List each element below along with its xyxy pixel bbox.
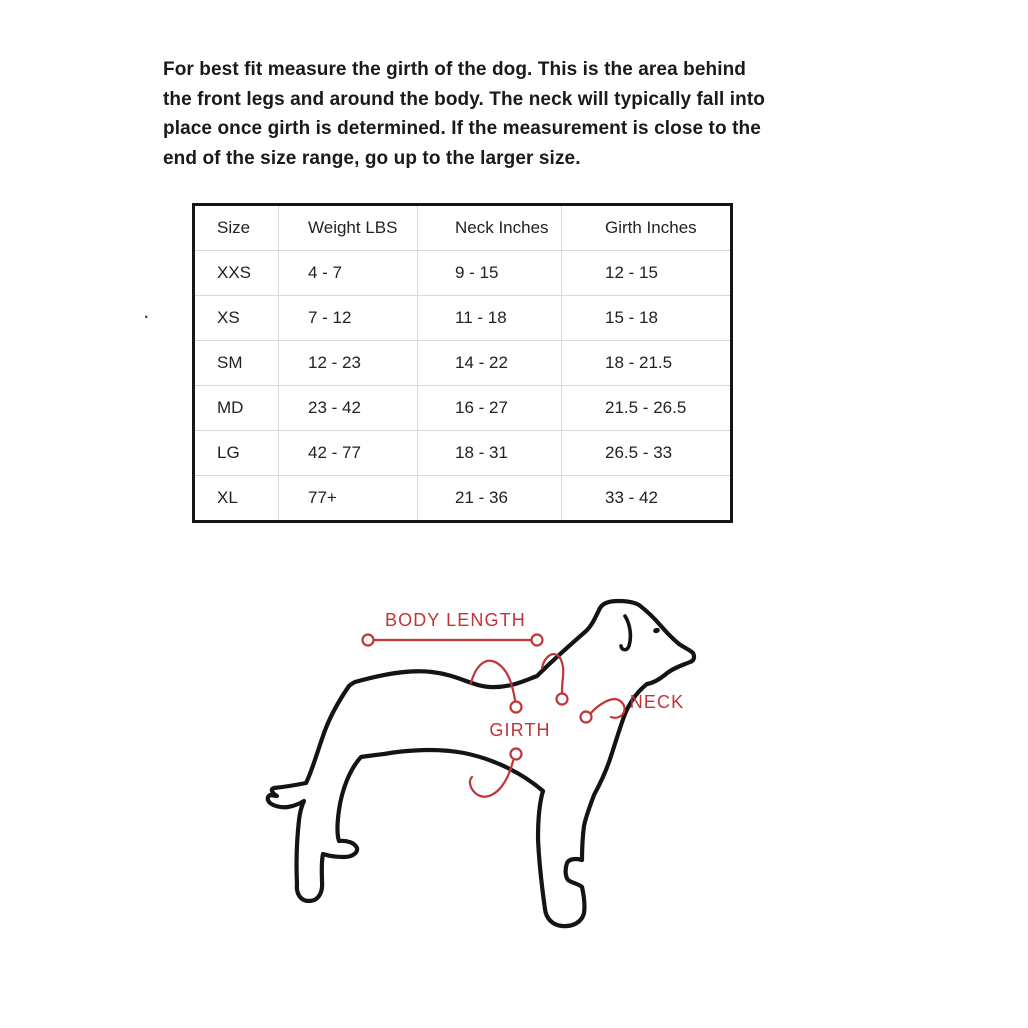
body-length-endpoint-right	[532, 635, 543, 646]
header-weight: Weight LBS	[279, 205, 418, 251]
cell-size: XS	[194, 296, 279, 341]
cell-neck: 9 - 15	[418, 251, 562, 296]
shoulder-pin	[557, 694, 568, 705]
cell-weight: 4 - 7	[279, 251, 418, 296]
header-neck: Neck Inches	[418, 205, 562, 251]
cell-girth: 18 - 21.5	[562, 341, 732, 386]
neck-pin	[581, 712, 592, 723]
body-length-label: BODY LENGTH	[385, 610, 526, 630]
table-row	[194, 431, 732, 476]
girth-label: GIRTH	[489, 720, 551, 740]
cell-weight: 77+	[279, 476, 418, 522]
size-chart-table	[192, 203, 733, 523]
fit-instructions	[163, 55, 823, 173]
cell-neck: 18 - 31	[418, 431, 562, 476]
fit-instructions-line: the front legs and around the body. The neck will typically fall into	[163, 88, 765, 110]
dog-outline	[268, 601, 694, 926]
girth-bottom-pin	[511, 749, 522, 760]
table-row	[194, 251, 732, 296]
table-row	[194, 341, 732, 386]
table-row	[194, 476, 732, 522]
girth-top-pin	[511, 702, 522, 713]
cell-girth: 15 - 18	[562, 296, 732, 341]
cell-girth: 12 - 15	[562, 251, 732, 296]
cell-girth: 33 - 42	[562, 476, 732, 522]
cell-size: SM	[194, 341, 279, 386]
table-row	[194, 386, 732, 431]
fit-instructions-line: end of the size range, go up to the larger size.	[163, 147, 581, 169]
cell-weight: 42 - 77	[279, 431, 418, 476]
table-header-row	[194, 205, 732, 251]
table-row	[194, 296, 732, 341]
header-size: Size	[194, 205, 279, 251]
stray-dot-mark: .	[144, 305, 149, 322]
dog-measurement-diagram	[250, 580, 720, 960]
cell-neck: 16 - 27	[418, 386, 562, 431]
cell-girth: 21.5 - 26.5	[562, 386, 732, 431]
cell-weight: 7 - 12	[279, 296, 418, 341]
cell-neck: 11 - 18	[418, 296, 562, 341]
cell-neck: 14 - 22	[418, 341, 562, 386]
body-length-endpoint-left	[363, 635, 374, 646]
cell-size: XXS	[194, 251, 279, 296]
fit-instructions-line: place once girth is determined. If the measurement is close to the	[163, 118, 761, 140]
header-girth: Girth Inches	[562, 205, 732, 251]
cell-weight: 12 - 23	[279, 341, 418, 386]
size-chart	[192, 203, 733, 523]
cell-size: XL	[194, 476, 279, 522]
neck-label: NECK	[629, 692, 685, 712]
cell-size: LG	[194, 431, 279, 476]
cell-weight: 23 - 42	[279, 386, 418, 431]
fit-instructions-line: For best fit measure the girth of the dog. This is the area behind	[163, 59, 747, 80]
cell-girth: 26.5 - 33	[562, 431, 732, 476]
cell-size: MD	[194, 386, 279, 431]
cell-neck: 21 - 36	[418, 476, 562, 522]
